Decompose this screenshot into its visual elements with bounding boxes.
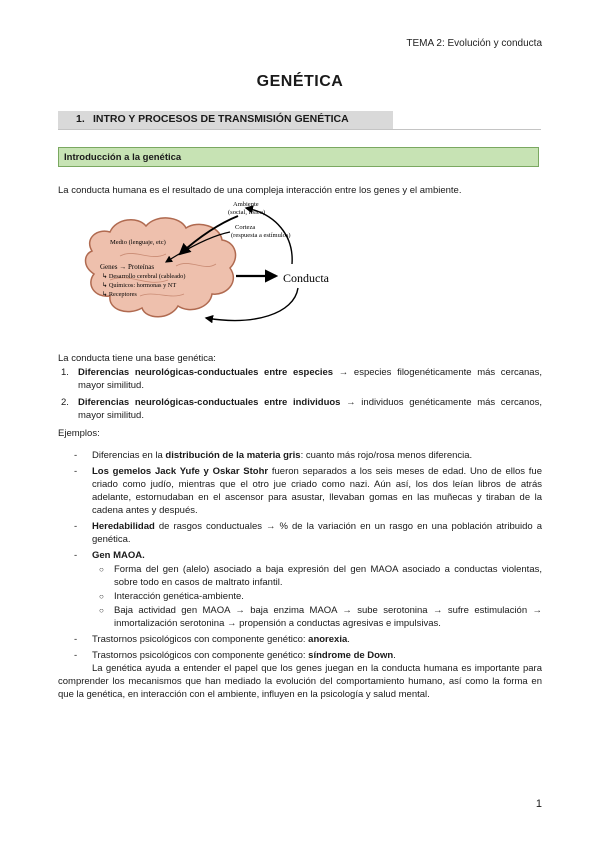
- example-text: .: [393, 650, 396, 661]
- example-twins: [58, 465, 542, 517]
- bullet-dash: -: [74, 521, 78, 532]
- diagram-label-receptores: ↳ Receptores: [102, 291, 137, 298]
- examples-label: Ejemplos:: [58, 428, 100, 439]
- example-text: Trastornos psicológicos con componente genético:: [92, 634, 309, 645]
- section-number: 1.: [76, 113, 85, 125]
- diagram-label-ambiente-sub: (social, físico): [228, 209, 266, 216]
- closing-paragraph: La genética ayuda a entender el papel que los genes juegan en la conducta humana es importante para comprender los mecanismos que han mediado la evolución del comportamiento humano, así como la forma en que la genética, en interacción con el ambiente, influyen en la psicología y salud mental.: [58, 663, 542, 700]
- genetic-base-paragraph: La conducta tiene una base genética:: [58, 353, 216, 364]
- example-text: .: [347, 634, 350, 645]
- examples-list: [58, 449, 542, 665]
- example-text: Diferencias en la: [92, 450, 166, 461]
- example-bold: Heredabilidad: [92, 521, 155, 532]
- diagram-label-genes: Genes → Proteínas: [100, 263, 155, 271]
- example-heritability: [58, 520, 542, 546]
- ordered-list: [58, 366, 542, 426]
- section-title: INTRO Y PROCESOS DE TRANSMISIÓN GENÉTICA: [93, 113, 349, 125]
- maoa-sub-item: [58, 604, 542, 630]
- diagram-label-ambiente: Ambiente: [233, 201, 259, 208]
- bullet-circle: ○: [99, 565, 104, 574]
- example-text: fueron separados a los seis meses de edad. Uno de ellos fue criado como judío, mientras que el otro jue criado como nazi. Aún así, los dos leían libros de atrás adelante, estornudaban en el ascensor para asustar, llevaban gomas en las muñecas y tiraban de la cadena antes y después.: [92, 466, 542, 516]
- subsection-title: Introducción a la genética: [64, 152, 182, 163]
- bullet-dash: -: [74, 466, 78, 477]
- bullet-dash: -: [74, 450, 78, 461]
- list-item: [58, 396, 542, 422]
- list-item-text: → individuos genéticamente más cercanos, mayor similitud.: [78, 397, 542, 421]
- example-bold: Gen MAOA.: [92, 550, 145, 561]
- example-anorexia: [58, 633, 542, 646]
- example-bold: anorexia: [308, 634, 348, 645]
- diagram-label-medio: Medio (lenguaje, etc): [110, 239, 166, 246]
- example-bold: síndrome de Down: [308, 650, 394, 661]
- diagram-label-conducta: Conducta: [283, 271, 329, 285]
- intro-paragraph: La conducta humana es el resultado de una compleja interacción entre los genes y el ambiente.: [58, 185, 462, 196]
- list-item-bold: Diferencias neurológicas-conductuales entre individuos: [78, 397, 341, 408]
- example-bold: distribución de la materia gris: [165, 450, 301, 461]
- diagram-label-corteza: Corteza: [235, 224, 256, 231]
- page-number: 1: [535, 798, 542, 810]
- list-item: [58, 366, 542, 392]
- diagram-label-quimicos: ↳ Químicos: hormonas y NT: [102, 282, 177, 289]
- list-item-text: → especies filogenéticamente más cercanas, mayor similitud.: [78, 367, 542, 391]
- page-title: GENÉTICA: [256, 73, 344, 90]
- maoa-sub-item: [58, 590, 542, 603]
- brain-diagram: [80, 196, 350, 336]
- example-maoa: [58, 549, 542, 562]
- diagram-label-corteza-sub: (respuesta a estímulos): [231, 232, 291, 239]
- example-text: de rasgos conductuales → % de la variación en un rasgo en una población atribuido a genética.: [92, 521, 542, 545]
- list-marker: 2.: [61, 397, 69, 408]
- example-text: : cuanto más rojo/rosa menos diferencia.: [300, 450, 473, 461]
- example-bold: Los gemelos Jack Yufe y Oskar Stohr: [92, 466, 269, 477]
- sub-item-text: Baja actividad gen MAOA → baja enzima MAOA → sube serotonina → sufre estimulación → inmortalización serotonina → propensión a conductas agresivas e impulsivas.: [114, 605, 542, 629]
- example-text: Trastornos psicológicos con componente genético:: [92, 650, 309, 661]
- example-gray-matter: [58, 449, 542, 462]
- bullet-dash: -: [74, 650, 78, 661]
- bullet-dash: -: [74, 634, 78, 645]
- diagram-label-desarrollo: ↳ Desarrollo cerebral (cableado): [102, 273, 186, 280]
- bullet-dash: -: [74, 550, 78, 561]
- section-heading: [58, 111, 541, 130]
- maoa-sub-item: [58, 563, 542, 589]
- subsection-heading: [58, 147, 539, 167]
- list-marker: 1.: [61, 367, 69, 378]
- list-item-bold: Diferencias neurológicas-conductuales entre especies: [78, 367, 334, 378]
- example-down: [58, 649, 542, 662]
- bullet-circle: ○: [99, 592, 104, 601]
- sub-item-text: Forma del gen (alelo) asociado a baja expresión del gen MAOA asociado a conductas violentas, sobre todo en casos de maltrato infantil.: [114, 564, 542, 588]
- running-header: TEMA 2: Evolución y conducta: [406, 38, 542, 49]
- bullet-circle: ○: [99, 606, 104, 615]
- sub-item-text: Interacción genética-ambiente.: [114, 591, 244, 602]
